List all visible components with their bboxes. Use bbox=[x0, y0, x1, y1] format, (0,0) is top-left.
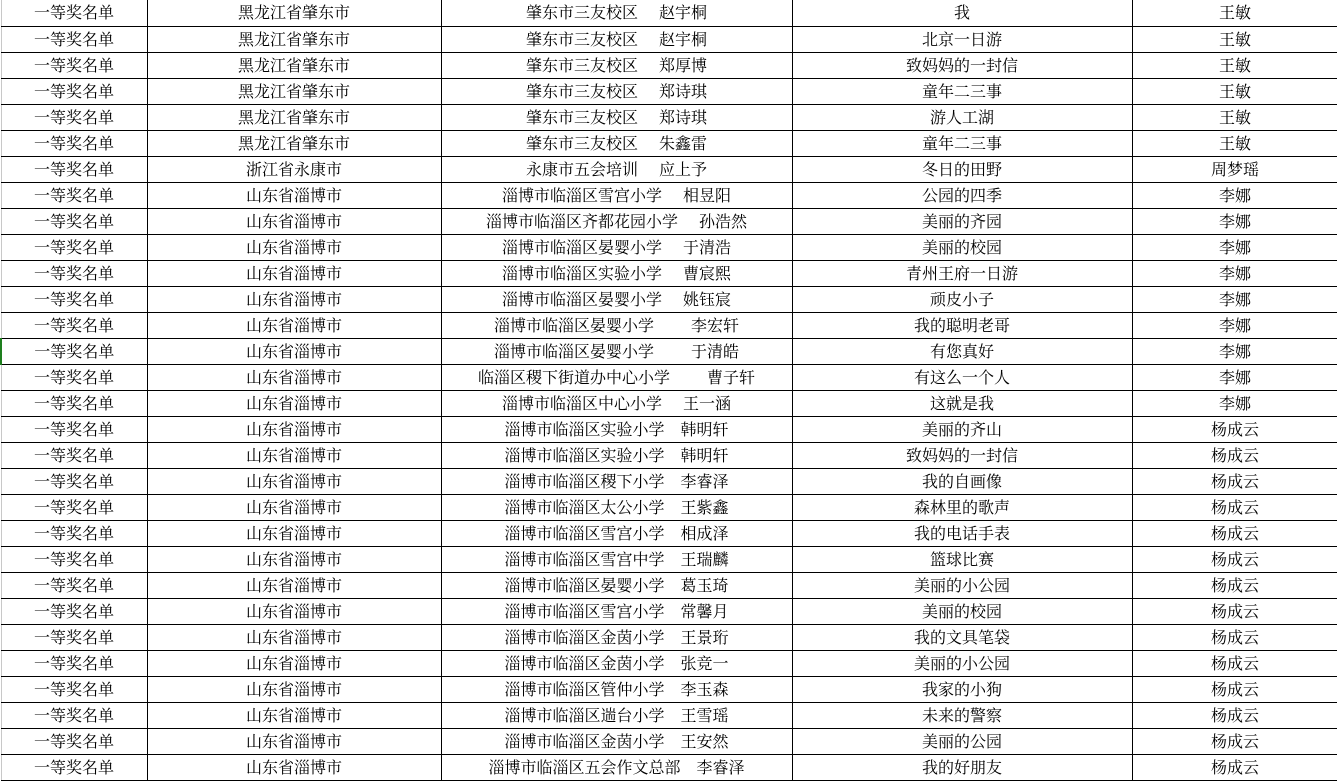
award-cell[interactable]: 一等奖名单 bbox=[1, 365, 147, 391]
table-row bbox=[1, 651, 1337, 677]
region-cell[interactable]: 黑龙江省肇东市 bbox=[147, 53, 441, 79]
essay-title-cell[interactable]: 致妈妈的一封信 bbox=[792, 53, 1132, 79]
award-cell[interactable]: 一等奖名单 bbox=[1, 313, 147, 339]
region-cell[interactable]: 黑龙江省肇东市 bbox=[147, 27, 441, 53]
teacher-cell[interactable]: 王敏 bbox=[1132, 105, 1337, 131]
region-cell[interactable]: 山东省淄博市 bbox=[147, 417, 441, 443]
table-row bbox=[1, 313, 1337, 339]
table-row bbox=[1, 391, 1337, 417]
school-student-cell[interactable]: 淄博市临淄区实验小学 韩明轩 bbox=[441, 443, 792, 469]
essay-title-cell[interactable]: 致妈妈的一封信 bbox=[792, 443, 1132, 469]
school-student-cell[interactable]: 淄博市临淄区中心小学 王一涵 bbox=[441, 391, 792, 417]
award-cell[interactable]: 一等奖名单 bbox=[1, 79, 147, 105]
teacher-cell[interactable]: 杨成云 bbox=[1132, 599, 1337, 625]
teacher-cell[interactable]: 李娜 bbox=[1132, 235, 1337, 261]
award-cell[interactable]: 一等奖名单 bbox=[1, 27, 147, 53]
region-cell[interactable]: 山东省淄博市 bbox=[147, 209, 441, 235]
table-row bbox=[1, 209, 1337, 235]
essay-title-cell[interactable]: 我的好朋友 bbox=[792, 755, 1132, 781]
teacher-cell[interactable]: 杨成云 bbox=[1132, 755, 1337, 781]
table-row bbox=[1, 105, 1337, 131]
region-cell[interactable]: 山东省淄博市 bbox=[147, 625, 441, 651]
table-row bbox=[1, 599, 1337, 625]
school-student-cell[interactable]: 淄博市临淄区实验小学 韩明轩 bbox=[441, 417, 792, 443]
teacher-cell[interactable]: 杨成云 bbox=[1132, 729, 1337, 755]
award-cell[interactable]: 一等奖名单 bbox=[1, 261, 147, 287]
essay-title-cell[interactable]: 美丽的校园 bbox=[792, 235, 1132, 261]
essay-title-cell[interactable]: 青州王府一日游 bbox=[792, 261, 1132, 287]
region-cell[interactable]: 山东省淄博市 bbox=[147, 261, 441, 287]
region-cell[interactable]: 山东省淄博市 bbox=[147, 495, 441, 521]
award-cell[interactable]: 一等奖名单 bbox=[1, 131, 147, 157]
teacher-cell[interactable]: 杨成云 bbox=[1132, 547, 1337, 573]
table-row bbox=[1, 703, 1337, 729]
teacher-cell[interactable]: 杨成云 bbox=[1132, 521, 1337, 547]
award-cell[interactable]: 一等奖名单 bbox=[1, 521, 147, 547]
award-cell[interactable]: 一等奖名单 bbox=[1, 573, 147, 599]
essay-title-cell[interactable]: 公园的四季 bbox=[792, 183, 1132, 209]
school-student-cell[interactable]: 肇东市三友校区 朱鑫雷 bbox=[441, 131, 792, 157]
school-student-cell[interactable]: 淄博市临淄区晏婴小学 葛玉琦 bbox=[441, 573, 792, 599]
award-cell[interactable]: 一等奖名单 bbox=[1, 183, 147, 209]
teacher-cell[interactable]: 李娜 bbox=[1132, 391, 1337, 417]
essay-title-cell[interactable]: 我的电话手表 bbox=[792, 521, 1132, 547]
award-cell[interactable]: 一等奖名单 bbox=[1, 729, 147, 755]
award-cell[interactable]: 一等奖名单 bbox=[1, 547, 147, 573]
essay-title-cell[interactable]: 我的文具笔袋 bbox=[792, 625, 1132, 651]
essay-title-cell[interactable]: 有这么一个人 bbox=[792, 365, 1132, 391]
essay-title-cell[interactable]: 北京一日游 bbox=[792, 27, 1132, 53]
school-student-cell[interactable]: 淄博市临淄区五会作文总部 李睿泽 bbox=[441, 755, 792, 781]
school-student-cell[interactable]: 淄博市临淄区稷下小学 李睿泽 bbox=[441, 469, 792, 495]
region-cell[interactable]: 山东省淄博市 bbox=[147, 313, 441, 339]
school-student-cell[interactable]: 淄博市临淄区雪宫中学 王瑞麟 bbox=[441, 547, 792, 573]
essay-title-cell[interactable]: 美丽的校园 bbox=[792, 599, 1132, 625]
essay-title-cell[interactable]: 这就是我 bbox=[792, 391, 1132, 417]
region-cell[interactable]: 山东省淄博市 bbox=[147, 729, 441, 755]
table-row bbox=[1, 79, 1337, 105]
award-cell[interactable]: 一等奖名单 bbox=[1, 599, 147, 625]
teacher-cell[interactable]: 王敏 bbox=[1132, 131, 1337, 157]
school-student-cell[interactable]: 肇东市三友校区 郑厚博 bbox=[441, 53, 792, 79]
table-row bbox=[1, 339, 1337, 365]
essay-title-cell[interactable]: 冬日的田野 bbox=[792, 157, 1132, 183]
award-cell[interactable]: 一等奖名单 bbox=[1, 469, 147, 495]
teacher-cell[interactable]: 王敏 bbox=[1132, 53, 1337, 79]
region-cell[interactable]: 黑龙江省肇东市 bbox=[147, 79, 441, 105]
teacher-cell[interactable]: 李娜 bbox=[1132, 261, 1337, 287]
teacher-cell[interactable]: 杨成云 bbox=[1132, 417, 1337, 443]
teacher-cell[interactable]: 李娜 bbox=[1132, 183, 1337, 209]
table-row bbox=[1, 261, 1337, 287]
region-cell[interactable]: 山东省淄博市 bbox=[147, 703, 441, 729]
table-row bbox=[1, 547, 1337, 573]
award-cell[interactable]: 一等奖名单 bbox=[1, 755, 147, 781]
school-student-cell[interactable]: 淄博市临淄区晏婴小学 姚钰宸 bbox=[441, 287, 792, 313]
essay-title-cell[interactable]: 我 bbox=[792, 0, 1132, 27]
teacher-cell[interactable]: 王敏 bbox=[1132, 79, 1337, 105]
table-row bbox=[1, 625, 1337, 651]
essay-title-cell[interactable]: 篮球比赛 bbox=[792, 547, 1132, 573]
region-cell[interactable]: 山东省淄博市 bbox=[147, 365, 441, 391]
essay-title-cell[interactable]: 有您真好 bbox=[792, 339, 1132, 365]
region-cell[interactable]: 山东省淄博市 bbox=[147, 235, 441, 261]
region-cell[interactable]: 山东省淄博市 bbox=[147, 339, 441, 365]
teacher-cell[interactable]: 李娜 bbox=[1132, 365, 1337, 391]
school-student-cell[interactable]: 淄博市临淄区管仲小学 李玉森 bbox=[441, 677, 792, 703]
table-row bbox=[1, 521, 1337, 547]
teacher-cell[interactable]: 杨成云 bbox=[1132, 495, 1337, 521]
region-cell[interactable]: 山东省淄博市 bbox=[147, 651, 441, 677]
essay-title-cell[interactable]: 童年二三事 bbox=[792, 79, 1132, 105]
award-cell[interactable]: 一等奖名单 bbox=[1, 105, 147, 131]
table-row bbox=[1, 443, 1337, 469]
essay-title-cell[interactable]: 童年二三事 bbox=[792, 131, 1132, 157]
table-row bbox=[1, 417, 1337, 443]
award-cell[interactable]: 一等奖名单 bbox=[1, 157, 147, 183]
essay-title-cell[interactable]: 顽皮小子 bbox=[792, 287, 1132, 313]
teacher-cell[interactable]: 杨成云 bbox=[1132, 443, 1337, 469]
table-row bbox=[1, 235, 1337, 261]
teacher-cell[interactable]: 王敏 bbox=[1132, 27, 1337, 53]
award-cell[interactable]: 一等奖名单 bbox=[1, 417, 147, 443]
award-cell[interactable]: 一等奖名单 bbox=[1, 391, 147, 417]
award-cell[interactable]: 一等奖名单 bbox=[1, 443, 147, 469]
award-cell[interactable]: 一等奖名单 bbox=[1, 703, 147, 729]
table-row bbox=[1, 755, 1337, 781]
table-row bbox=[1, 495, 1337, 521]
school-student-cell[interactable]: 淄博市临淄区实验小学 曹宸熙 bbox=[441, 261, 792, 287]
school-student-cell[interactable]: 淄博市临淄区金茵小学 王景珩 bbox=[441, 625, 792, 651]
essay-title-cell[interactable]: 美丽的齐山 bbox=[792, 417, 1132, 443]
region-cell[interactable]: 山东省淄博市 bbox=[147, 521, 441, 547]
essay-title-cell[interactable]: 我的自画像 bbox=[792, 469, 1132, 495]
spreadsheet-body bbox=[1, 0, 1337, 781]
teacher-cell[interactable]: 李娜 bbox=[1132, 209, 1337, 235]
school-student-cell[interactable]: 淄博市临淄区金茵小学 张竞一 bbox=[441, 651, 792, 677]
teacher-cell[interactable]: 杨成云 bbox=[1132, 573, 1337, 599]
region-cell[interactable]: 山东省淄博市 bbox=[147, 183, 441, 209]
region-cell[interactable]: 山东省淄博市 bbox=[147, 443, 441, 469]
school-student-cell[interactable]: 肇东市三友校区 郑诗琪 bbox=[441, 79, 792, 105]
table-row bbox=[1, 183, 1337, 209]
essay-title-cell[interactable]: 我家的小狗 bbox=[792, 677, 1132, 703]
region-cell[interactable]: 浙江省永康市 bbox=[147, 157, 441, 183]
teacher-cell[interactable]: 王敏 bbox=[1132, 0, 1337, 27]
region-cell[interactable]: 山东省淄博市 bbox=[147, 469, 441, 495]
teacher-cell[interactable]: 杨成云 bbox=[1132, 703, 1337, 729]
award-cell[interactable]: 一等奖名单 bbox=[1, 287, 147, 313]
school-student-cell[interactable]: 永康市五会培训 应上予 bbox=[441, 157, 792, 183]
school-student-cell[interactable]: 临淄区稷下街道办中心小学 曹子轩 bbox=[441, 365, 792, 391]
teacher-cell[interactable]: 李娜 bbox=[1132, 339, 1337, 365]
table-row bbox=[1, 131, 1337, 157]
teacher-cell[interactable]: 杨成云 bbox=[1132, 677, 1337, 703]
essay-title-cell[interactable]: 美丽的小公园 bbox=[792, 573, 1132, 599]
region-cell[interactable]: 黑龙江省肇东市 bbox=[147, 0, 441, 27]
award-cell[interactable]: 一等奖名单 bbox=[1, 651, 147, 677]
school-student-cell[interactable]: 淄博市临淄区晏婴小学 于清皓 bbox=[441, 339, 792, 365]
school-student-cell[interactable]: 淄博市临淄区齐都花园小学 孙浩然 bbox=[441, 209, 792, 235]
region-cell[interactable]: 山东省淄博市 bbox=[147, 391, 441, 417]
essay-title-cell[interactable]: 游人工湖 bbox=[792, 105, 1132, 131]
teacher-cell[interactable]: 李娜 bbox=[1132, 287, 1337, 313]
teacher-cell[interactable]: 周梦瑶 bbox=[1132, 157, 1337, 183]
table-row bbox=[1, 729, 1337, 755]
region-cell[interactable]: 黑龙江省肇东市 bbox=[147, 131, 441, 157]
region-cell[interactable]: 黑龙江省肇东市 bbox=[147, 105, 441, 131]
essay-title-cell[interactable]: 美丽的公园 bbox=[792, 729, 1132, 755]
teacher-cell[interactable]: 杨成云 bbox=[1132, 625, 1337, 651]
essay-title-cell[interactable]: 森林里的歌声 bbox=[792, 495, 1132, 521]
award-cell[interactable]: 一等奖名单 bbox=[1, 339, 147, 365]
essay-title-cell[interactable]: 美丽的小公园 bbox=[792, 651, 1132, 677]
school-student-cell[interactable]: 肇东市三友校区 郑诗琪 bbox=[441, 105, 792, 131]
region-cell[interactable]: 山东省淄博市 bbox=[147, 573, 441, 599]
region-cell[interactable]: 山东省淄博市 bbox=[147, 677, 441, 703]
school-student-cell[interactable]: 淄博市临淄区遄台小学 王雪瑶 bbox=[441, 703, 792, 729]
region-cell[interactable]: 山东省淄博市 bbox=[147, 287, 441, 313]
table-row bbox=[1, 53, 1337, 79]
school-student-cell[interactable]: 淄博市临淄区雪宫小学 相昱阳 bbox=[441, 183, 792, 209]
essay-title-cell[interactable]: 未来的警察 bbox=[792, 703, 1132, 729]
award-cell[interactable]: 一等奖名单 bbox=[1, 53, 147, 79]
table-row bbox=[1, 157, 1337, 183]
essay-title-cell[interactable]: 我的聪明老哥 bbox=[792, 313, 1132, 339]
school-student-cell[interactable]: 淄博市临淄区雪宫小学 常馨月 bbox=[441, 599, 792, 625]
school-student-cell[interactable]: 肇东市三友校区 赵宇桐 bbox=[441, 27, 792, 53]
table-row bbox=[1, 27, 1337, 53]
region-cell[interactable]: 山东省淄博市 bbox=[147, 599, 441, 625]
school-student-cell[interactable]: 淄博市临淄区晏婴小学 于清浩 bbox=[441, 235, 792, 261]
region-cell[interactable]: 山东省淄博市 bbox=[147, 547, 441, 573]
teacher-cell[interactable]: 杨成云 bbox=[1132, 469, 1337, 495]
award-cell[interactable]: 一等奖名单 bbox=[1, 235, 147, 261]
school-student-cell[interactable]: 淄博市临淄区晏婴小学 李宏轩 bbox=[441, 313, 792, 339]
table-row bbox=[1, 365, 1337, 391]
award-cell[interactable]: 一等奖名单 bbox=[1, 209, 147, 235]
table-row bbox=[1, 677, 1337, 703]
table-row bbox=[1, 469, 1337, 495]
award-cell[interactable]: 一等奖名单 bbox=[1, 625, 147, 651]
table-row bbox=[1, 0, 1337, 27]
region-cell[interactable]: 山东省淄博市 bbox=[147, 755, 441, 781]
table-row bbox=[1, 573, 1337, 599]
school-student-cell[interactable]: 淄博市临淄区金茵小学 王安然 bbox=[441, 729, 792, 755]
award-cell[interactable]: 一等奖名单 bbox=[1, 495, 147, 521]
award-cell[interactable]: 一等奖名单 bbox=[1, 0, 147, 27]
teacher-cell[interactable]: 李娜 bbox=[1132, 313, 1337, 339]
school-student-cell[interactable]: 肇东市三友校区 赵宇桐 bbox=[441, 0, 792, 27]
teacher-cell[interactable]: 杨成云 bbox=[1132, 651, 1337, 677]
table-row bbox=[1, 287, 1337, 313]
school-student-cell[interactable]: 淄博市临淄区太公小学 王紫鑫 bbox=[441, 495, 792, 521]
essay-title-cell[interactable]: 美丽的齐园 bbox=[792, 209, 1132, 235]
award-cell[interactable]: 一等奖名单 bbox=[1, 677, 147, 703]
school-student-cell[interactable]: 淄博市临淄区雪宫小学 相成泽 bbox=[441, 521, 792, 547]
